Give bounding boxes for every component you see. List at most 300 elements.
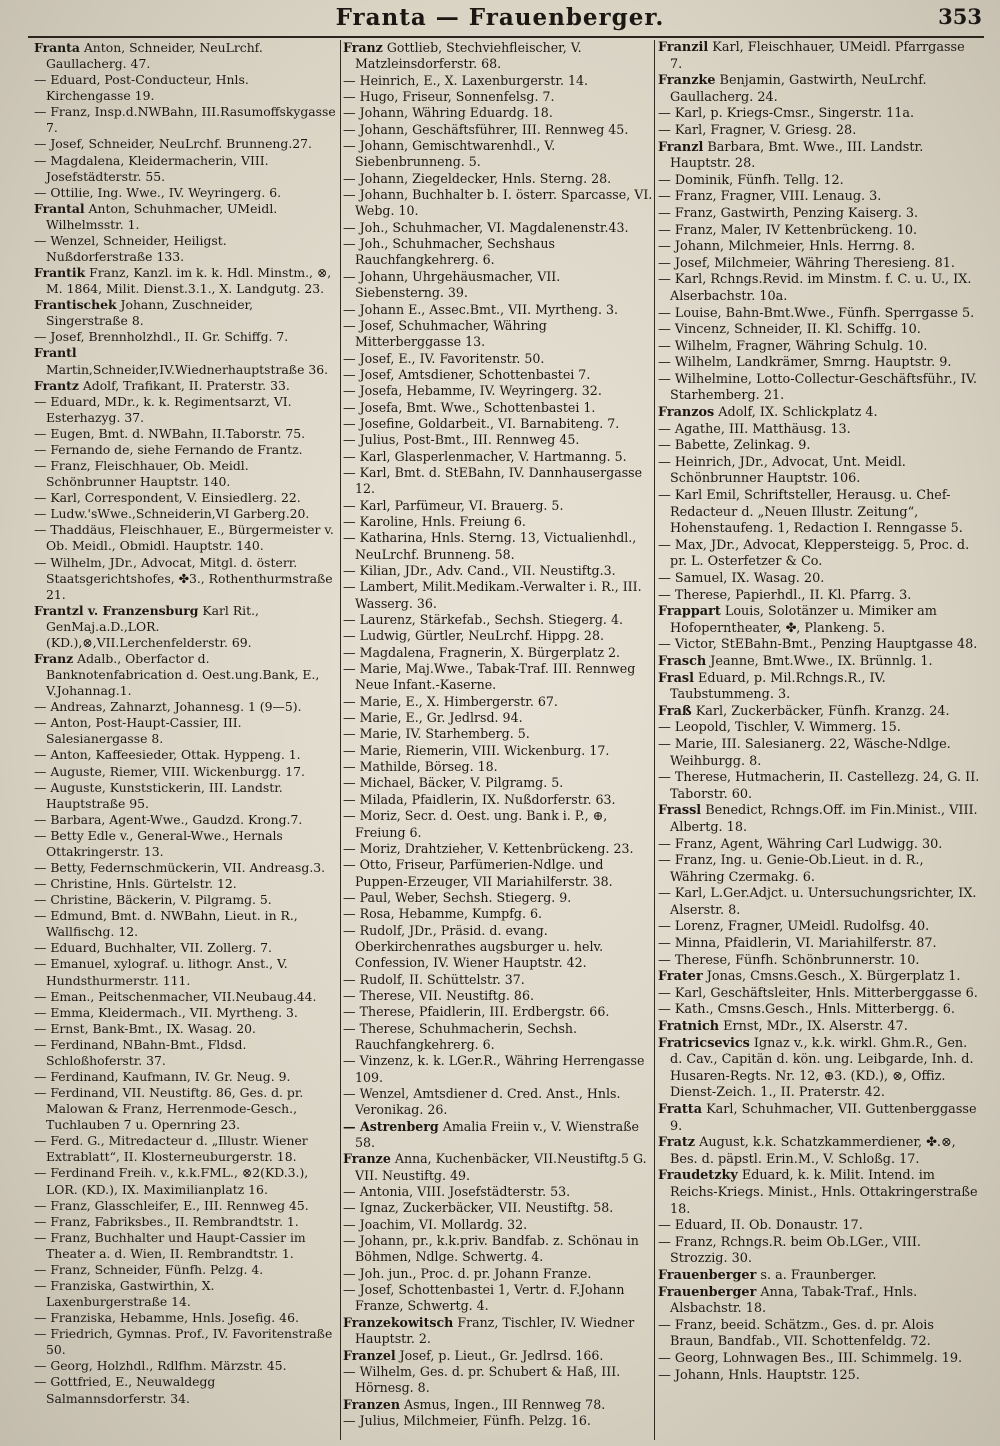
entry-details: — Franziska, Gastwirthin, X. Laxenburgerstraße 14. [34, 1278, 215, 1310]
page-number: 353 [938, 4, 982, 29]
directory-entry [658, 140, 980, 173]
entry-details: — Max, JDr., Advocat, Kleppersteigg. 5, Proc. d. pr. L. Osterfetzer & Co. [658, 537, 970, 570]
directory-entry [343, 841, 653, 857]
entry-details: — Antonia, VIII. Josefstädterstr. 53. [343, 1184, 571, 1200]
directory-entry [343, 449, 653, 465]
directory-entry [343, 694, 653, 710]
entry-details: — Georg, Holzhdl., Rdlfhm. Märzstr. 45. [34, 1358, 287, 1374]
directory-entry [658, 671, 980, 704]
directory-entry [34, 1069, 336, 1085]
entry-details: — Eduard, MDr., k. k. Regimentsarzt, VI. Esterhazyg. 37. [34, 393, 292, 425]
directory-entry [343, 138, 653, 171]
directory-entry [343, 1086, 653, 1119]
directory-entry [343, 972, 653, 988]
directory-entry [343, 988, 653, 1004]
entry-surname: Franzos [658, 405, 715, 421]
directory-entry [34, 747, 336, 763]
entry-details: Adolf, IX. Schlickplatz 4. [714, 405, 878, 421]
directory-entry [658, 1102, 980, 1135]
entry-details: — Samuel, IX. Wasag. 20. [658, 571, 825, 586]
entry-details: Barbara, Bmt. Wwe., III. Landstr. Hauptstr. 28. [670, 139, 924, 172]
entry-details: Franz, Tischler, IV. Wiedner Hauptstr. 2. [355, 1314, 635, 1347]
directory-entry [658, 953, 980, 970]
directory-entry [658, 1019, 980, 1036]
directory-entry [34, 329, 336, 345]
directory-entry [34, 458, 336, 490]
directory-entry [34, 1358, 336, 1374]
directory-entry [34, 185, 336, 201]
directory-entry [34, 1165, 336, 1197]
entry-surname: Franta [34, 40, 80, 55]
directory-entry [343, 1184, 653, 1200]
entry-details: — Johann, Währing Eduardg. 18. [343, 105, 553, 121]
entry-details: — Franz, beeid. Schätzm., Ges. d. pr. Alois Braun, Bandfab., VII. Schottenfeldg. 72. [658, 1317, 934, 1350]
entry-details: Adalb., Oberfactor d. Banknotenfabrication d. Oest.ung.Bank, E., V.Johannag.1. [46, 650, 320, 699]
directory-entry [658, 40, 980, 73]
directory-entry [658, 588, 980, 605]
directory-entry [34, 1230, 336, 1262]
entry-details: — Magdalena, Fragnerin, X. Bürgerplatz 2. [343, 644, 621, 660]
directory-entry [34, 1214, 336, 1230]
entry-surname: Fratta [658, 1102, 703, 1117]
entry-details: — Franz, Fleischhauer, Ob. Meidl. Schönbrunner Hauptstr. 140. [34, 458, 249, 490]
directory-entry [34, 104, 336, 136]
directory-entry [658, 123, 980, 140]
entry-details: — Eduard, Post-Conducteur, Hnls. Kirchengasse 19. [34, 72, 249, 104]
entry-details: — Katharina, Hnls. Sterng. 13, Victualienhdl., NeuLrchf. Brunneng. 58. [343, 530, 637, 562]
entry-details: Karl, Zuckerbäcker, Fünfh. Kranzg. 24. [691, 703, 950, 719]
directory-entry [34, 908, 336, 940]
directory-entry [34, 265, 336, 297]
entry-details: Benedict, Rchngs.Off. im Fin.Minist., VIII. Albertg. 18. [670, 803, 978, 835]
entry-details: — Josefine, Goldarbeit., VI. Barnabiteng. 7. [343, 415, 620, 431]
entry-details: — Anton, Kaffeesieder, Ottak. Hyppeng. 1. [34, 747, 301, 763]
directory-entry [343, 1217, 653, 1233]
entry-details: — Marie, Maj.Wwe., Tabak-Traf. III. Rennweg Neue Infant.-Kaserne. [343, 661, 636, 693]
directory-entry [343, 465, 653, 498]
directory-entry [658, 223, 980, 240]
directory-entry [34, 812, 336, 828]
entry-details: s. a. Fraunberger. [756, 1267, 877, 1283]
entry-details: — Rudolf, II. Schüttelstr. 37. [343, 971, 525, 987]
directory-entry [658, 355, 980, 372]
directory-entry [34, 1037, 336, 1069]
entry-details: — Josef, Schuhmacher, Währing Mitterberggasse 13. [343, 317, 547, 350]
directory-entry [658, 1218, 980, 1235]
entry-details: — Karoline, Hnls. Freiung 6. [343, 513, 526, 529]
entry-details: — Hugo, Friseur, Sonnenfelsg. 7. [343, 89, 555, 105]
directory-entry [34, 345, 336, 377]
directory-entry [343, 710, 653, 726]
directory-entry [658, 405, 980, 422]
entry-details: Amalia Freiin v., V. Wienstraße 58. [355, 1118, 639, 1151]
directory-entry [658, 1368, 980, 1385]
directory-entry [658, 803, 980, 836]
directory-entry [343, 40, 653, 73]
entry-details: — Franz, Ing. u. Genie-Ob.Lieut. in d. R., Währing Czermakg. 6. [658, 853, 924, 885]
entry-surname: Fraudetzky [658, 1168, 738, 1184]
directory-entry [34, 506, 336, 522]
entry-details: Asmus, Ingen., III Rennweg 78. [400, 1396, 606, 1412]
directory-entry [658, 1036, 980, 1102]
entry-details: — Michael, Bäcker, V. Pilgramg. 5. [343, 775, 564, 791]
entry-surname: Frantz [34, 377, 79, 393]
directory-entry [343, 432, 653, 448]
directory-entry [34, 297, 336, 329]
directory-entry [34, 201, 336, 233]
directory-entry [343, 612, 653, 628]
entry-details: — Franz, Fabriksbes., II. Rembrandtstr. 1. [34, 1213, 299, 1229]
entry-details: — Karl, Bmt. d. StEBahn, IV. Dannhausergasse 12. [343, 464, 643, 497]
directory-entry [34, 1278, 336, 1310]
entry-surname: Frantzl v. Franzensburg [34, 602, 199, 618]
entry-details: — Milada, Pfaidlerin, IX. Nußdorferstr. 63. [343, 791, 616, 807]
entry-surname: Franzil [658, 40, 709, 55]
entry-details: — Josef, Milchmeier, Währing Theresieng. 81. [658, 255, 955, 271]
entry-surname: Fratz [658, 1135, 696, 1151]
entry-details: — Franz, Gastwirth, Penzing Kaiserg. 3. [658, 205, 919, 221]
entry-details: — Otto, Friseur, Parfümerien-Ndlge. und Puppen-Erzeuger, VII Mariahilferstr. 38. [343, 857, 613, 889]
page-title: Franta — Frauenberger. [335, 4, 665, 31]
entry-details: — Franz, Glasschleifer, E., III. Rennweg 45. [34, 1197, 309, 1213]
entry-details: — Fernando de, siehe Fernando de Frantz. [34, 441, 303, 457]
directory-entry [34, 1021, 336, 1037]
directory-entry [658, 853, 980, 886]
entry-details: — Josefa, Bmt. Wwe., Schottenbastei 1. [343, 399, 596, 415]
entry-details: — Auguste, Kunststickerin, III. Landstr. Hauptstraße 95. [34, 779, 283, 811]
entry-details: — Johann, Hnls. Hauptstr. 125. [658, 1367, 860, 1383]
entry-details: — Johann, Milchmeier, Hnls. Herrng. 8. [658, 239, 916, 255]
entry-details: — Josef, E., IV. Favoritenstr. 50. [343, 350, 545, 366]
entry-surname: Fraß [658, 703, 692, 719]
directory-entry [343, 383, 653, 399]
entry-details: — Josef, Schottenbastei 1, Vertr. d. F.Johann Franze, Schwertg. 4. [343, 1282, 625, 1314]
directory-entry [658, 704, 980, 721]
entry-details: — Karl, Rchngs.Revid. im Minstm. f. C. u. U., IX. Alserbachstr. 10a. [658, 272, 972, 304]
header-rule [28, 36, 984, 38]
entry-details: — Wilhelm, JDr., Advocat, Mitgl. d. österr. Staatsgerichtshofes, ✤3., Rothenthurmstraße 21. [34, 554, 333, 602]
directory-entry [34, 1374, 336, 1406]
directory-entry [343, 563, 653, 579]
entry-details: — Kath., Cmsns.Gesch., Hnls. Mitterbergg. 6. [658, 1002, 955, 1018]
entry-details: — Kilian, JDr., Adv. Cand., VII. Neustiftg.3. [343, 563, 616, 578]
entry-details: — Barbara, Agent-Wwe., Gaudzd. Krong.7. [34, 811, 303, 827]
directory-entry [343, 1233, 653, 1266]
entry-details: — Johann, Buchhalter b. I. österr. Sparcasse, VI. Webg. 10. [343, 187, 653, 219]
directory-entry [34, 72, 336, 104]
entry-surname: — Astrenberg [343, 1118, 439, 1134]
directory-entry [343, 269, 653, 302]
directory-entry [343, 302, 653, 318]
entry-surname: Franz [343, 40, 383, 55]
directory-entry [343, 1364, 653, 1397]
entry-details: Benjamin, Gastwirth, NeuLrchf. Gaullacherg. 24. [670, 73, 927, 105]
directory-entry [343, 318, 653, 351]
entry-details: Gottlieb, Stechviehfleischer, V. Matzleinsdorferstr. 68. [355, 40, 582, 72]
entry-details: Martin,Schneider,IV.Wiednerhauptstraße 36. [46, 361, 329, 377]
entry-surname: Frasl [658, 670, 694, 686]
directory-entry [658, 306, 980, 323]
directory-entry [34, 378, 336, 394]
directory-entry [34, 1262, 336, 1278]
entry-details: Karl, Fleischhauer, UMeidl. Pfarrgasse 7. [670, 40, 965, 72]
directory-entry [658, 720, 980, 737]
entry-details: — Christine, Bäckerin, V. Pilgramg. 5. [34, 892, 272, 908]
entry-details: — Wilhelm, Fragner, Währing Schulg. 10. [658, 338, 928, 354]
directory-entry [658, 438, 980, 455]
directory-entry [343, 1315, 653, 1348]
directory-entry [34, 1133, 336, 1165]
entry-surname: Frassl [658, 803, 702, 819]
directory-entry [658, 936, 980, 953]
directory-entry [343, 400, 653, 416]
entry-details: — Lorenz, Fragner, UMeidl. Rudolfsg. 40. [658, 919, 930, 935]
directory-entry [343, 1119, 653, 1152]
directory-entry [658, 372, 980, 405]
directory-entry [658, 886, 980, 919]
directory-entry [658, 455, 980, 488]
entry-details: — Therese, Pfaidlerin, III. Erdbergstr. 66. [343, 1004, 610, 1020]
directory-entry [34, 1198, 336, 1214]
entry-details: — Franz, Schneider, Fünfh. Pelzg. 4. [34, 1261, 264, 1277]
entry-details: — Wilhelm, Ges. d. pr. Schubert & Haß, III. Hörnesg. 8. [343, 1363, 621, 1396]
entry-details: Anton, Schneider, NeuLrchf. Gaullacherg. 47. [46, 40, 263, 72]
directory-entry [658, 837, 980, 854]
directory-entry [343, 1348, 653, 1364]
entry-details: — Ignaz, Zuckerbäcker, VII. Neustiftg. 58. [343, 1200, 614, 1216]
entry-details: Josef, p. Lieut., Gr. Jedlrsd. 166. [395, 1347, 604, 1363]
entry-surname: Frauenberger [658, 1267, 757, 1283]
directory-entry [343, 1266, 653, 1282]
directory-entry [34, 780, 336, 812]
directory-entry [343, 367, 653, 383]
entry-details: — Christine, Hnls. Gürtelstr. 12. [34, 876, 237, 892]
entry-details: — Ottilie, Ing. Wwe., IV. Weyringerg. 6. [34, 184, 282, 200]
directory-entry [658, 1235, 980, 1268]
entry-details: — Josef, Amtsdiener, Schottenbastei 7. [343, 366, 591, 382]
directory-entry [343, 1397, 653, 1413]
entry-details: Jonas, Cmsns.Gesch., X. Bürgerplatz 1. [702, 969, 961, 985]
directory-entry [343, 89, 653, 105]
directory-entry [658, 189, 980, 206]
entry-details: — Karl, Correspondent, V. Einsiedlerg. 22. [34, 490, 301, 506]
entry-details: — Josefa, Hebamme, IV. Weyringerg. 32. [343, 383, 602, 399]
entry-surname: Fratnich [658, 1019, 720, 1035]
directory-entry [343, 220, 653, 236]
directory-entry [343, 923, 653, 972]
directory-entry [658, 1135, 980, 1168]
directory-entry [343, 73, 653, 89]
directory-entry [343, 792, 653, 808]
entry-details: — Eduard, II. Ob. Donaustr. 17. [658, 1218, 863, 1234]
directory-entry [343, 1151, 653, 1184]
directory-entry [34, 651, 336, 699]
entry-details: — Wilhelm, Landkrämer, Smrng. Hauptstr. 9. [658, 355, 952, 371]
directory-entry [343, 236, 653, 269]
entry-details: — Ferdinand, VII. Neustiftg. 86, Ges. d. pr. Malowan & Franz, Herrenmode-Gesch., Tuchlauben 7 u. Opernring 23. [34, 1085, 304, 1133]
directory-entry [658, 239, 980, 256]
directory-entry [343, 1200, 653, 1216]
directory-entry [343, 105, 653, 121]
entry-details: — Vinzenz, k. k. LGer.R., Währing Herrengasse 109. [343, 1053, 645, 1085]
entry-details: — Georg, Lohnwagen Bes., III. Schimmelg. 19. [658, 1350, 963, 1366]
entry-details: — Lambert, Milit.Medikam.-Verwalter i. R., III. Wasserg. 36. [343, 579, 642, 611]
directory-entry [343, 890, 653, 906]
entry-details: — Wenzel, Schneider, Heiligst. Nußdorferstraße 133. [34, 232, 227, 265]
directory-entry [658, 604, 980, 637]
column-divider [340, 40, 341, 1440]
entry-details: — Therese, Hutmacherin, II. Castellezg. 24, G. II. Taborstr. 60. [658, 770, 980, 802]
entry-details: — Betty, Federnschmückerin, VII. Andreasg.3. [34, 859, 326, 875]
entry-surname: Frappart [658, 604, 721, 620]
entry-details: — Karl Emil, Schriftsteller, Herausg. u. Chef-Redacteur d. „Neuen Illustr. Zeitung“, Hohenstaufeng. 1, Redaction I. Renngasse 5. [658, 488, 963, 537]
entry-details: — Heinrich, JDr., Advocat, Unt. Meidl. Schönbrunner Hauptstr. 106. [658, 454, 906, 487]
entry-details: — Franz, Agent, Währing Carl Ludwigg. 30. [658, 836, 943, 852]
directory-entry [658, 422, 980, 439]
directory-entry [343, 1413, 653, 1429]
entry-details: — Karl, p. Kriegs-Cmsr., Singerstr. 11a. [658, 106, 915, 122]
directory-entry [343, 759, 653, 775]
entry-details: — Friedrich, Gymnas. Prof., IV. Favoritenstraße 50. [34, 1326, 333, 1358]
entry-details: — Moriz, Secr. d. Oest. ung. Bank i. P., ⊕, Freiung 6. [343, 808, 608, 840]
entry-details: — Franz, Rchngs.R. beim Ob.LGer., VIII. Strozzig. 30. [658, 1234, 921, 1267]
directory-entry [658, 737, 980, 770]
directory-entry [658, 637, 980, 654]
directory-entry [34, 860, 336, 876]
entry-details: — Karl, Parfümeur, VI. Brauerg. 5. [343, 497, 564, 513]
entry-details: — Rosa, Hebamme, Kumpfg. 6. [343, 906, 542, 922]
entry-details: Anna, Tabak-Traf., Hnls. Alsbachstr. 18. [670, 1284, 918, 1317]
entry-details: — Marie, Riemerin, VIII. Wickenburg. 17. [343, 742, 610, 758]
entry-details: Adolf, Trafikant, II. Praterstr. 33. [78, 377, 290, 393]
entry-surname: Franzen [343, 1396, 400, 1412]
entry-surname: Fratricsevics [658, 1035, 750, 1051]
entry-details: — Johann, Uhrgehäusmacher, VII. Siebensterng. 39. [343, 268, 561, 301]
directory-entry [343, 1053, 653, 1086]
entry-details: August, k.k. Schatzkammerdiener, ✤.⊗, Bes. d. päpstl. Erin.M., V. Schloßg. 17. [670, 1135, 956, 1167]
entry-details: — Marie, III. Salesianerg. 22, Wäsche-Ndlge. Weihburgg. 8. [658, 736, 951, 769]
directory-entry [34, 153, 336, 185]
directory-entry [658, 571, 980, 588]
entry-details: — Marie, E., Gr. Jedlrsd. 94. [343, 710, 523, 726]
entry-details: — Joh., Schuhmacher, VI. Magdalenenstr.43. [343, 219, 629, 235]
directory-entry [343, 743, 653, 759]
directory-entry [658, 969, 980, 986]
entry-surname: Frantl [34, 345, 77, 361]
entry-details: — Emanuel, xylograf. u. lithogr. Anst., V. Hundsthurmerstr. 111. [34, 956, 288, 988]
directory-entry [343, 122, 653, 138]
entry-details: — Emma, Kleidermach., VII. Myrtheng. 3. [34, 1004, 298, 1020]
entry-details: — Marie, E., X. Himbergerstr. 67. [343, 693, 558, 709]
entry-details: — Karl, Geschäftsleiter, Hnls. Mitterberggasse 6. [658, 985, 978, 1001]
entry-details: — Wenzel, Amtsdiener d. Cred. Anst., Hnls. Veronikag. 26. [343, 1086, 621, 1118]
directory-entry [34, 1085, 336, 1133]
directory-entry [658, 106, 980, 123]
column-right [658, 40, 980, 1440]
entry-details: — Karl, Fragner, V. Griesg. 28. [658, 122, 857, 138]
directory-entry [34, 876, 336, 892]
directory-entry [658, 654, 980, 671]
entry-details: — Moriz, Drahtzieher, V. Kettenbrückeng. 23. [343, 840, 634, 856]
directory-entry [34, 699, 336, 715]
entry-details: — Karl, L.Ger.Adjct. u. Untersuchungsrichter, IX. Alserstr. 8. [658, 886, 977, 918]
directory-entry [34, 828, 336, 860]
entry-details: — Magdalena, Kleidermacherin, VIII. Josefstädterstr. 55. [34, 152, 269, 184]
entry-details: — Vincenz, Schneider, II. Kl. Schiffg. 10. [658, 322, 921, 338]
directory-entry [658, 73, 980, 106]
directory-entry [34, 490, 336, 506]
directory-entry [343, 579, 653, 612]
entry-details: — Joh., Schuhmacher, Sechshaus Rauchfangkehrerg. 6. [343, 236, 555, 268]
directory-entry [658, 1002, 980, 1019]
directory-entry [34, 1326, 336, 1358]
entry-details: — Paul, Weber, Sechsh. Stiegerg. 9. [343, 889, 572, 905]
entry-details: — Johann, Gemischtwarenhdl., V. Siebenbrunneng. 5. [343, 138, 556, 170]
directory-entry [343, 726, 653, 742]
entry-details: — Ferd. G., Mitredacteur d. „Illustr. Wiener Extrablatt“, II. Klosterneuburgerstr. 18. [34, 1133, 308, 1165]
column-middle [343, 40, 653, 1440]
entry-surname: Frantal [34, 200, 85, 216]
directory-entry [343, 1004, 653, 1020]
entry-details: — Agathe, III. Matthäusg. 13. [658, 421, 851, 437]
directory-entry [343, 645, 653, 661]
directory-entry [343, 514, 653, 530]
directory-entry [343, 416, 653, 432]
directory-entry [34, 989, 336, 1005]
directory-entry [658, 770, 980, 803]
entry-details: Johann, Zuschneider, Singerstraße 8. [46, 297, 254, 329]
entry-surname: Franzekowitsch [343, 1314, 454, 1330]
entry-details: Ernst, MDr., IX. Alserstr. 47. [719, 1019, 908, 1035]
entry-details: — Josef, Schneider, NeuLrchf. Brunneng.27. [34, 136, 312, 152]
entry-details: — Ferdinand, Kaufmann, IV. Gr. Neug. 9. [34, 1069, 291, 1084]
directory-entry [343, 1021, 653, 1054]
entry-details: — Ludw.'sWwe.,Schneiderin,VI Garberg.20. [34, 506, 310, 522]
entry-details: — Babette, Zelinkag. 9. [658, 438, 811, 454]
entry-details: — Dominik, Fünfh. Tellg. 12. [658, 172, 844, 188]
directory-entry [34, 40, 336, 72]
entry-details: — Edmund, Bmt. d. NWBahn, Lieut. in R., Wallfischg. 12. [34, 908, 298, 940]
directory-entry [658, 256, 980, 273]
directory-entry [658, 1318, 980, 1351]
entry-details: — Franz, Fragner, VIII. Lenaug. 3. [658, 189, 882, 205]
entry-details: — Auguste, Riemer, VIII. Wickenburgg. 17. [34, 763, 305, 779]
entry-details: — Anton, Post-Haupt-Cassier, III. Salesianergasse 8. [34, 715, 242, 747]
entry-details: — Franziska, Hebamme, Hnls. Josefig. 46. [34, 1310, 299, 1326]
entry-surname: Frasch [658, 653, 707, 669]
entry-surname: Frantik [34, 265, 86, 281]
entry-details: — Wilhelmine, Lotto-Collectur-Geschäftsführ., IV. Starhemberg. 21. [658, 371, 977, 404]
entry-details: — Louise, Bahn-Bmt.Wwe., Fünfh. Sperrgasse 5. [658, 305, 975, 321]
entry-details: — Joh. jun., Proc. d. pr. Johann Franze. [343, 1265, 592, 1281]
entry-details: — Therese, Schuhmacherin, Sechsh. Rauchfangkehrerg. 6. [343, 1020, 578, 1052]
directory-entry [34, 136, 336, 152]
directory-entry [34, 764, 336, 780]
entry-details: — Andreas, Zahnarzt, Johannesg. 1 (9—5). [34, 699, 302, 715]
directory-entry [343, 351, 653, 367]
directory-entry [658, 538, 980, 571]
entry-details: — Heinrich, E., X. Laxenburgerstr. 14. [343, 72, 589, 88]
entry-details: — Therese, Papierhdl., II. Kl. Pfarrg. 3. [658, 587, 912, 603]
directory-entry [34, 233, 336, 265]
directory-entry [658, 488, 980, 538]
entry-details: Eduard, p. Mil.Rchngs.R., IV. Taubstummeng. 3. [670, 670, 886, 703]
entry-surname: Frater [658, 969, 703, 985]
directory-entry [34, 940, 336, 956]
directory-entry [343, 775, 653, 791]
entry-surname: Franz [34, 650, 74, 666]
directory-entry [34, 892, 336, 908]
